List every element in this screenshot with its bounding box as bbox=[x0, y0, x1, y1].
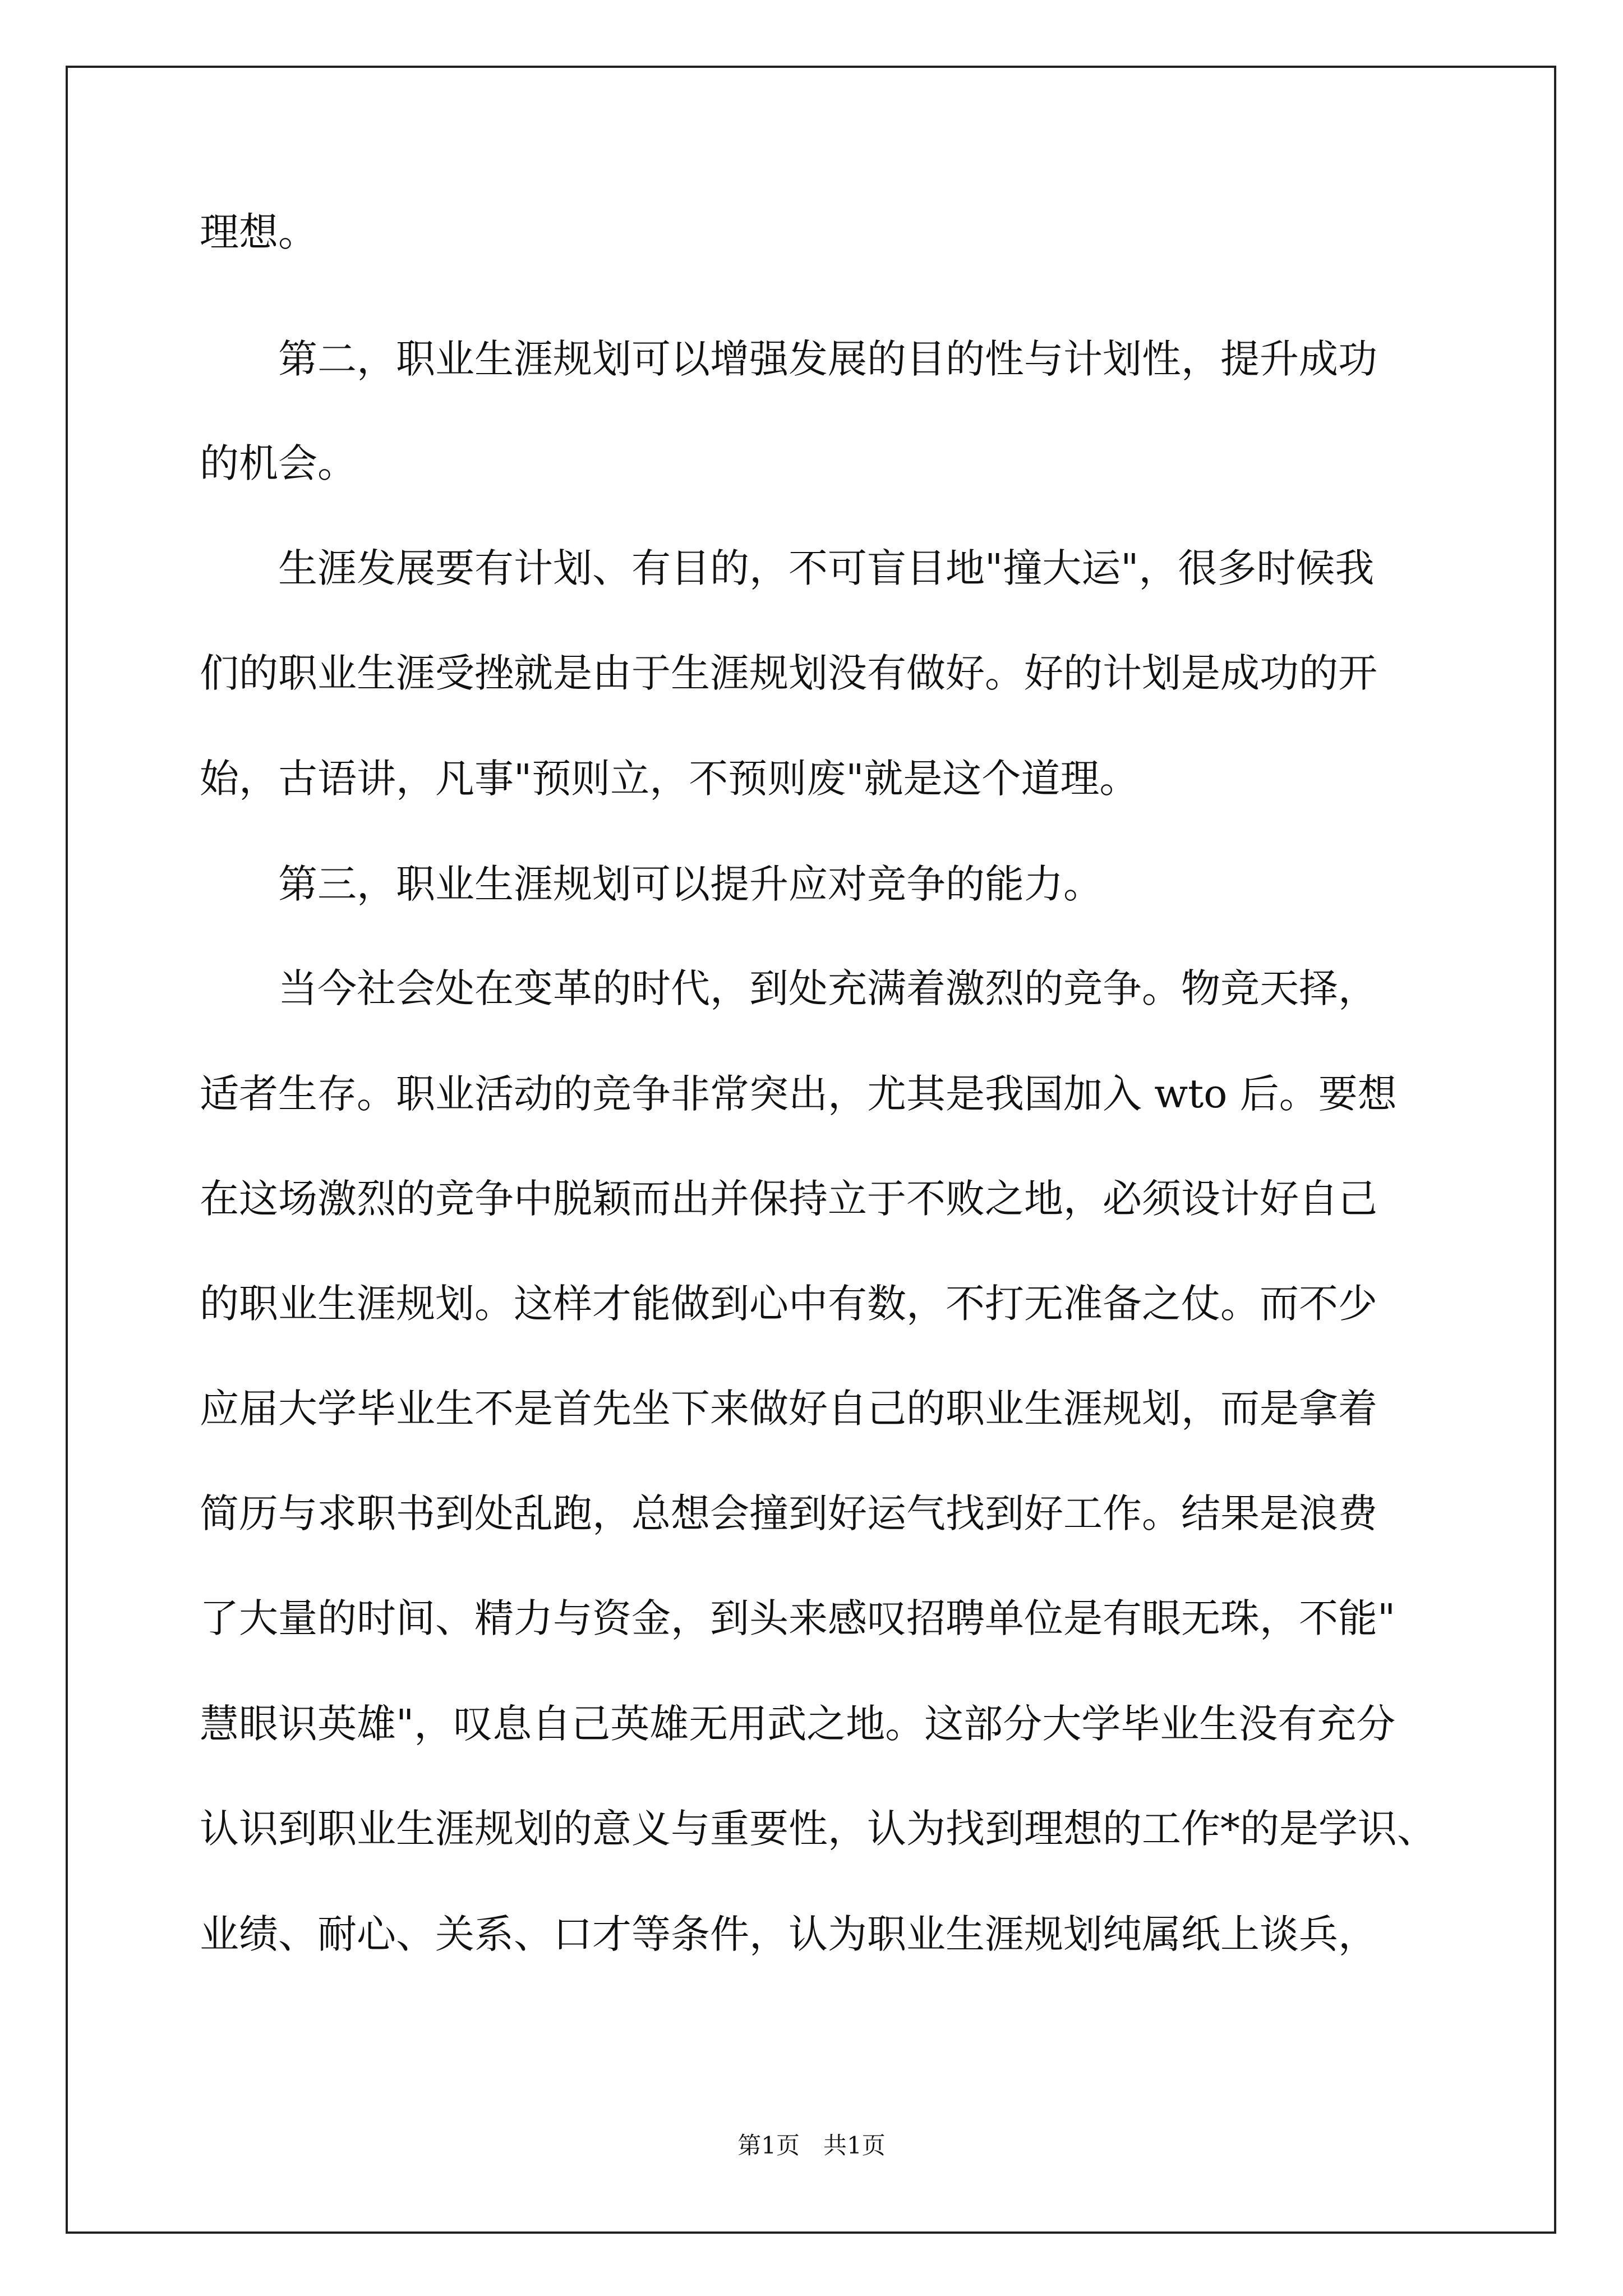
page-footer: 第1页 共1页 bbox=[737, 2132, 886, 2159]
text-line: 第三，职业生涯规划可以提升应对竞争的能力。 bbox=[200, 861, 1103, 907]
text-line: 理想。 bbox=[200, 209, 317, 255]
text-line: 慧眼识英雄"，叹息自己英雄无用武之地。这部分大学毕业生没有充分 bbox=[200, 1701, 1396, 1747]
text-line: 了大量的时间、精力与资金，到头来感叹招聘单位是有眼无珠，不能" bbox=[200, 1595, 1396, 1641]
text-line: 第二，职业生涯规划可以增强发展的目的性与计划性，提升成功 bbox=[200, 336, 1377, 382]
text-line: 在这场激烈的竞争中脱颖而出并保持立于不败之地，必须设计好自己 bbox=[200, 1176, 1377, 1222]
page-border bbox=[66, 66, 1556, 2234]
text-line: 当今社会处在变革的时代，到处充满着激烈的竞争。物竞天择， bbox=[200, 965, 1377, 1011]
text-line: 业绩、耐心、关系、口才等条件，认为职业生涯规划纯属纸上谈兵， bbox=[200, 1911, 1377, 1957]
text-line: 应届大学毕业生不是首先坐下来做好自己的职业生涯规划，而是拿着 bbox=[200, 1386, 1377, 1432]
text-line: 适者生存。职业活动的竞争非常突出，尤其是我国加入 wto 后。要想 bbox=[200, 1071, 1397, 1117]
text-line: 的职业生涯规划。这样才能做到心中有数，不打无准备之仗。而不少 bbox=[200, 1281, 1377, 1327]
text-line: 认识到职业生涯规划的意义与重要性，认为找到理想的工作*的是学识、 bbox=[200, 1806, 1436, 1852]
text-line: 始，古语讲，凡事"预则立，不预则废"就是这个道理。 bbox=[200, 756, 1139, 802]
text-line: 生涯发展要有计划、有目的，不可盲目地"撞大运"，很多时候我 bbox=[200, 545, 1375, 591]
text-line: 的机会。 bbox=[200, 440, 357, 486]
text-line: 简历与求职书到处乱跑，总想会撞到好运气找到好工作。结果是浪费 bbox=[200, 1490, 1377, 1536]
text-line: 们的职业生涯受挫就是由于生涯规划没有做好。好的计划是成功的开 bbox=[200, 650, 1377, 696]
